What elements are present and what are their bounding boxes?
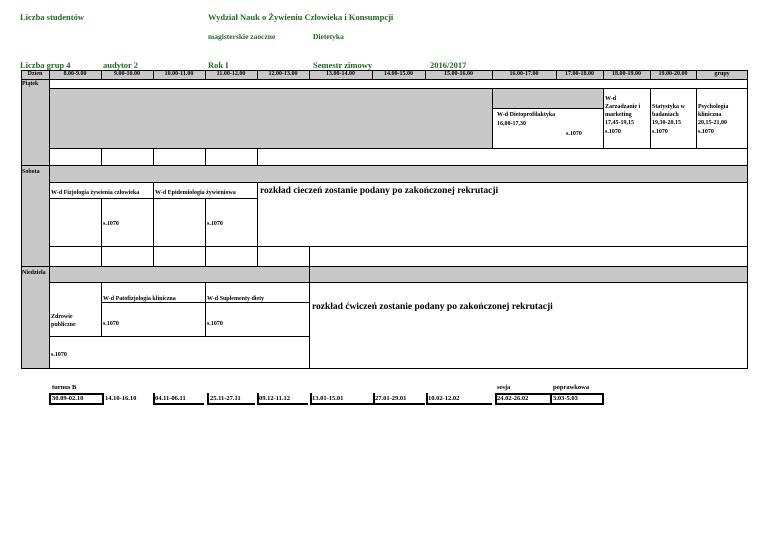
friday-zarzadzanie-room: s.1070 <box>605 129 621 135</box>
grid-line <box>101 282 102 336</box>
saturday-day-row <box>49 165 748 182</box>
sunday-zdrowie-line2: publiczne <box>51 322 76 328</box>
sunday-day-row <box>49 266 748 282</box>
footer-border <box>373 403 425 405</box>
day-sunday: Niedziela <box>22 270 46 276</box>
grid-line <box>205 70 206 79</box>
grid-line <box>492 108 603 109</box>
sunday-zdrowie-room: s.1070 <box>51 352 67 358</box>
grid-line <box>21 70 748 71</box>
turnus-date: 13.01-15.01 <box>312 395 344 402</box>
auditorium-groups: audytor 2 <box>103 60 139 70</box>
grid-line <box>49 70 50 368</box>
footer-border <box>49 393 51 405</box>
turnus-date: 25.11-27.11 <box>210 395 241 402</box>
saturday-schedule-note: rozkład cieczeń zostanie podany po zakończonej rekrutacji <box>260 186 499 196</box>
grid-line <box>101 70 102 79</box>
friday-dietoprofilaktyka-room: s.1070 <box>566 131 582 137</box>
friday-zarzadzanie-time: 17,45-19,15 <box>605 120 634 126</box>
grid-line <box>205 148 206 165</box>
grid-line <box>49 88 748 89</box>
friday-zarzadzanie-line3: marketing <box>605 112 632 118</box>
grid-line <box>49 282 748 283</box>
turnus-date: 09.12-11.12 <box>259 395 291 402</box>
friday-unused-top <box>492 88 603 108</box>
footer-border <box>310 403 373 405</box>
faculty-title: Wydział Nauk o Żywieniu Człowieka i Konsumpcji <box>208 12 394 22</box>
grid-line <box>257 148 258 165</box>
friday-psychologia-line1: Psychologia <box>698 104 729 110</box>
grid-line <box>153 70 154 79</box>
sunday-suplementy-room: s.1070 <box>207 321 223 327</box>
column-header-8: 8.00-9.00 <box>63 71 87 77</box>
semester: Semestr zimowy <box>313 60 373 70</box>
saturday-epidemiologia-room: s.1070 <box>207 221 223 227</box>
column-header-15: 15.00-16.00 <box>444 71 473 77</box>
grid-line <box>650 88 651 148</box>
grid-line <box>603 88 604 148</box>
column-header-groups: grupy <box>714 71 730 77</box>
friday-statystyka-room: s.1070 <box>652 129 668 135</box>
grid-line <box>309 246 310 368</box>
footer-border <box>49 393 104 395</box>
grid-line <box>696 70 697 79</box>
friday-unused-block <box>49 88 492 148</box>
grid-line <box>257 182 258 266</box>
column-header-18: 18.00-19.00 <box>612 71 641 77</box>
footer-border <box>495 393 497 405</box>
grid-line <box>696 88 697 148</box>
sunday-patofizjologia: W-d Patofizjologia kliniczna <box>103 296 176 302</box>
session-date: 24.02-26.02 <box>497 395 529 402</box>
turnus-date: 14.10-16.10 <box>105 395 137 402</box>
sunday-suplementy: W-d Suplementy diety <box>207 296 265 302</box>
sunday-zdrowie-line1: Zdrowie <box>51 314 73 320</box>
sunday-patofizjologia-room: s.1070 <box>103 321 119 327</box>
footer-border <box>153 403 204 405</box>
saturday-epidemiologia: W-d Epidemiologia żywieniowa <box>155 190 236 196</box>
footer-border <box>373 393 375 405</box>
grid-line <box>153 182 154 198</box>
footer-border <box>207 393 209 405</box>
grid-line <box>556 70 557 79</box>
column-header-9: 9.00-10.00 <box>114 71 140 77</box>
year-of-study: Rok I <box>208 60 229 70</box>
footer-border <box>426 403 492 405</box>
footer-border <box>49 403 104 405</box>
grid-line <box>257 70 258 79</box>
column-header-10: 10.00-11.00 <box>164 71 194 77</box>
grid-line <box>153 246 154 266</box>
grid-line <box>49 336 309 337</box>
grid-line <box>205 282 206 336</box>
column-header-19: 19.00-20.00 <box>658 71 688 77</box>
column-header-day: Dzień <box>27 71 43 77</box>
grid-line <box>21 266 748 267</box>
column-header-17: 17.00-18.00 <box>565 71 594 77</box>
column-header-14: 14.00-15.00 <box>384 71 413 77</box>
friday-psychologia-line2: kliniczna <box>698 112 722 118</box>
friday-statystyka-time: 19,30-20,15 <box>652 120 681 126</box>
grid-line <box>21 165 748 166</box>
friday-dietoprofilaktyka: W-d Dietoprofilaktyka <box>497 112 556 118</box>
grid-line <box>309 70 310 79</box>
friday-dietoprofilaktyka-time: 16,00-17,30 <box>497 121 526 127</box>
friday-statystyka-line2: badaniach <box>652 112 679 118</box>
column-header-13: 13.00-14.00 <box>326 71 355 77</box>
turnus-date: 27.01-29.01 <box>375 395 407 402</box>
sunday-schedule-note: rozkład ćwiczeń zostanie podany po zakończonej rekrutacji <box>312 302 553 312</box>
day-column <box>21 79 49 368</box>
footer-border <box>102 393 104 405</box>
grid-line <box>205 246 206 266</box>
friday-zarzadzanie-line1: W-d <box>605 96 617 102</box>
footer-border <box>550 393 552 405</box>
turnus-date: 10.02-12.02 <box>428 395 460 402</box>
grid-line <box>492 70 493 79</box>
grid-line <box>21 368 748 369</box>
footer-border <box>257 393 259 405</box>
friday-psychologia-room: s.1070 <box>698 129 714 135</box>
study-mode: magisterskie zaoczne <box>208 32 276 41</box>
grid-line <box>603 70 604 79</box>
retake-date: 3.03-5.03 <box>553 395 578 402</box>
saturday-fizjologia-room: s.1070 <box>103 221 119 227</box>
day-friday: Piątek <box>22 81 39 87</box>
saturday-fizjologia: W-d Fizjologia żywienia człowieka <box>51 190 140 196</box>
turnus-date: 30.09-02.10 <box>52 395 84 402</box>
friday-zarzadzanie-line2: Zarzadzanie i <box>605 104 641 110</box>
field-of-study: Dietetyka <box>313 32 344 41</box>
grid-line <box>21 70 22 369</box>
grid-line <box>425 70 426 79</box>
grid-line <box>101 246 102 266</box>
students-count-label: Liczba studentów <box>20 12 84 22</box>
day-saturday: Sobota <box>22 169 40 175</box>
grid-line <box>153 148 154 165</box>
groups-count: Liczba grup 4 <box>20 60 71 70</box>
grid-line <box>492 88 493 148</box>
grid-line <box>650 70 651 79</box>
grid-line <box>747 70 748 369</box>
retake-label: poprawkowa <box>553 384 590 391</box>
footer-border <box>310 393 312 405</box>
turnus-label: turnus B <box>52 384 77 391</box>
footer-border <box>153 393 155 405</box>
turnus-date: 04.11-06.11 <box>155 395 186 402</box>
footer-border <box>207 403 255 405</box>
footer-border <box>426 393 428 405</box>
grid-line <box>372 70 373 79</box>
grid-line <box>101 148 102 165</box>
grid-line <box>21 79 748 80</box>
session-label: sesja <box>497 384 511 391</box>
footer-border <box>602 393 604 405</box>
academic-year: 2016/2017 <box>430 60 467 70</box>
column-header-16: 16.00-17.00 <box>509 71 539 77</box>
footer-border <box>257 403 308 405</box>
column-header-11: 11.00-12.00 <box>216 71 246 77</box>
friday-statystyka-line1: Statystyka w <box>652 104 685 110</box>
friday-psychologia-time: 20,15-21,00 <box>698 120 727 126</box>
column-header-12: 12.00-13.00 <box>268 71 298 77</box>
